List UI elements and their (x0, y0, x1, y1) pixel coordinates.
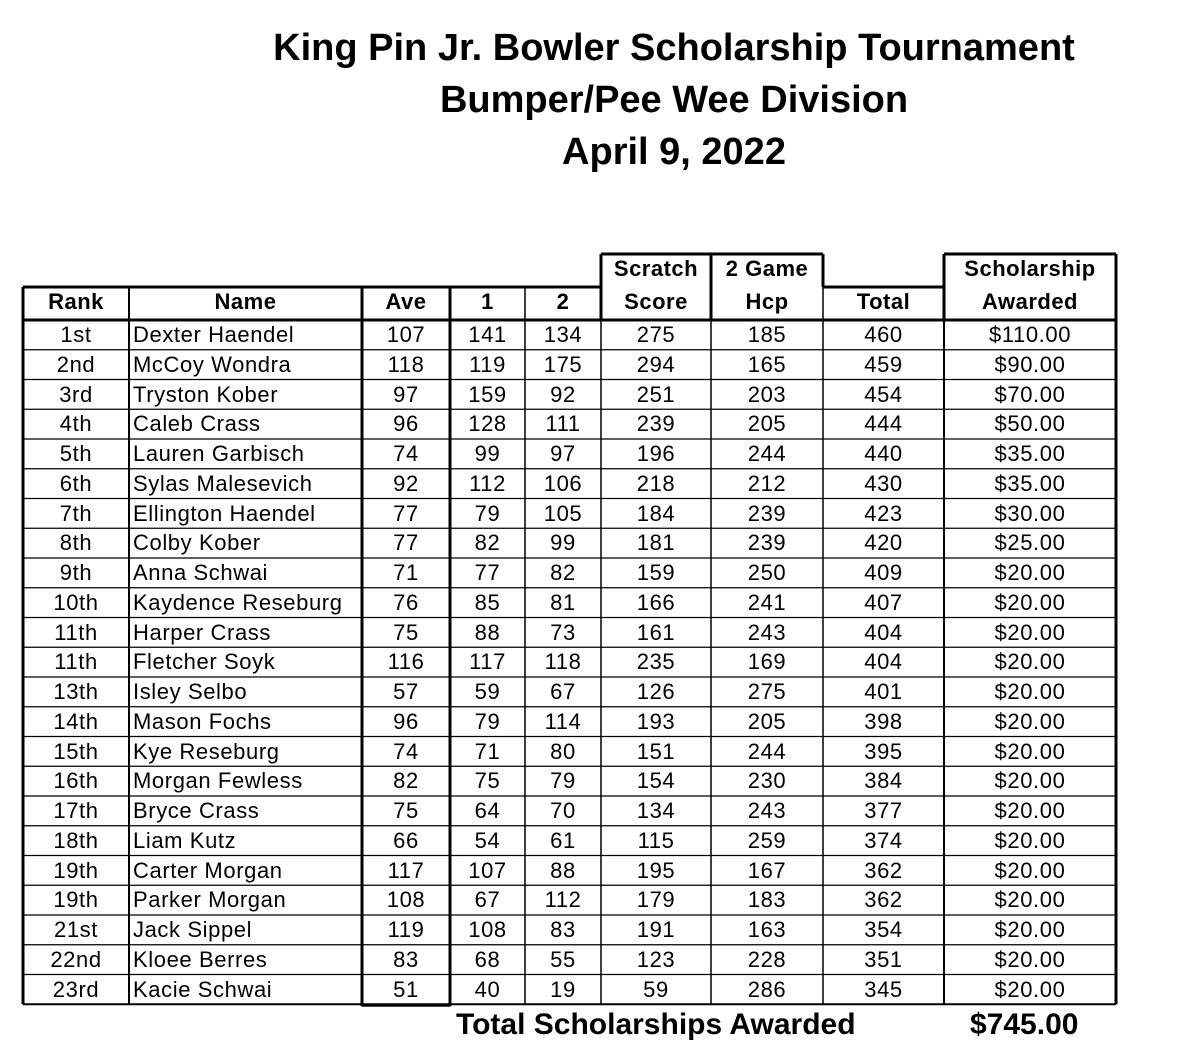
cell-game-1: 159 (468, 381, 507, 407)
cell-hcp: 259 (747, 827, 787, 853)
cell-game-2: 97 (550, 441, 576, 466)
cell-name: Kye Reseburg (133, 738, 280, 764)
header-game-2: 2 (556, 289, 570, 314)
cell-hcp: 228 (747, 946, 787, 972)
cell-game-1: 107 (468, 857, 507, 883)
cell-total: 351 (864, 946, 903, 972)
cell-rank: 11th (54, 619, 98, 645)
cell-hcp: 239 (747, 500, 787, 526)
cell-ave: 51 (393, 976, 419, 1002)
cell-rank: 18th (53, 827, 99, 853)
cell-scratch: 294 (636, 351, 676, 377)
cell-game-1: 64 (474, 798, 501, 823)
cell-scratch: 154 (636, 768, 676, 794)
cell-game-1: 59 (474, 679, 501, 704)
cell-ave: 83 (393, 946, 419, 972)
cell-total: 374 (864, 827, 903, 853)
cell-ave: 57 (393, 679, 419, 704)
header-award-bottom: Awarded (981, 289, 1078, 314)
cell-award: $90.00 (994, 351, 1066, 377)
cell-scratch: 195 (636, 857, 676, 883)
cell-game-2: 111 (545, 411, 581, 437)
cell-award: $35.00 (994, 441, 1066, 466)
cell-hcp: 205 (747, 411, 787, 437)
page-title: King Pin Jr. Bowler Scholarship Tournament (273, 27, 1075, 69)
cell-award: $20.00 (994, 708, 1066, 734)
cell-game-2: 112 (544, 887, 582, 913)
cell-name: Dexter Haendel (133, 322, 295, 347)
cell-game-1: 79 (474, 708, 501, 734)
cell-scratch: 126 (636, 679, 676, 704)
cell-game-1: 108 (468, 917, 507, 942)
cell-game-1: 117 (469, 649, 506, 675)
cell-award: $20.00 (994, 917, 1066, 942)
cell-award: $50.00 (994, 411, 1066, 437)
cell-rank: 2nd (56, 351, 96, 377)
cell-scratch: 193 (636, 708, 676, 734)
cell-game-2: 61 (550, 827, 576, 853)
cell-game-1: 128 (468, 411, 507, 437)
cell-hcp: 212 (747, 470, 787, 496)
cell-hcp: 167 (747, 857, 787, 883)
header-award-top: Scholarship (964, 256, 1096, 281)
cell-ave: 77 (393, 530, 419, 556)
cell-name: Liam Kutz (133, 827, 237, 853)
cell-hcp: 244 (747, 738, 787, 764)
cell-award: $20.00 (994, 798, 1066, 823)
cell-award: $20.00 (994, 976, 1066, 1002)
cell-rank: 13th (53, 679, 99, 704)
cell-game-2: 79 (550, 768, 576, 794)
cell-game-2: 82 (550, 560, 576, 585)
cell-hcp: 275 (747, 679, 787, 704)
header-scratch-top: Scratch (613, 256, 699, 281)
cell-award: $20.00 (994, 589, 1066, 615)
cell-name: Mason Fochs (133, 708, 272, 734)
cell-total: 459 (864, 351, 903, 377)
cell-rank: 21st (54, 917, 98, 942)
cell-total: 362 (864, 887, 903, 913)
cell-ave: 119 (387, 917, 425, 942)
cell-rank: 14th (53, 708, 99, 734)
cell-total: 362 (864, 857, 903, 883)
cell-scratch: 179 (636, 887, 676, 913)
cell-scratch: 184 (636, 500, 676, 526)
cell-award: $20.00 (994, 738, 1066, 764)
cell-scratch: 218 (636, 470, 676, 496)
cell-hcp: 286 (747, 976, 787, 1002)
cell-award: $20.00 (994, 649, 1066, 675)
cell-name: Anna Schwai (133, 560, 269, 585)
cell-rank: 23rd (52, 976, 100, 1002)
header-rank: Rank (48, 289, 104, 314)
cell-hcp: 244 (747, 441, 787, 466)
cell-ave: 82 (393, 768, 419, 794)
cell-hcp: 230 (747, 768, 787, 794)
cell-ave: 96 (393, 411, 419, 437)
cell-name: Morgan Fewless (133, 768, 303, 794)
cell-award: $110.00 (988, 322, 1072, 347)
cell-game-1: 67 (474, 887, 501, 913)
cell-name: McCoy Wondra (133, 351, 292, 377)
cell-ave: 74 (393, 738, 419, 764)
cell-scratch: 59 (643, 976, 669, 1002)
cell-total: 420 (864, 530, 903, 556)
cell-award: $20.00 (994, 827, 1066, 853)
cell-total: 377 (864, 798, 903, 823)
cell-total: 384 (864, 768, 903, 794)
cell-hcp: 205 (747, 708, 787, 734)
cell-award: $20.00 (994, 619, 1066, 645)
cell-ave: 107 (386, 322, 426, 347)
cell-game-1: 82 (474, 530, 501, 556)
header-total: Total (856, 289, 911, 314)
cell-game-1: 75 (474, 768, 501, 794)
cell-scratch: 161 (636, 619, 676, 645)
cell-award: $35.00 (994, 470, 1066, 496)
total-scholarships-label: Total Scholarships Awarded (456, 1008, 856, 1041)
header-ave: Ave (385, 289, 427, 314)
cell-game-1: 54 (474, 827, 501, 853)
division-title: Bumper/Pee Wee Division (439, 79, 909, 121)
cell-scratch: 196 (636, 441, 676, 466)
cell-ave: 76 (393, 589, 419, 615)
cell-game-1: 112 (469, 470, 506, 496)
cell-award: $20.00 (994, 946, 1066, 972)
cell-total: 345 (864, 976, 903, 1002)
header-game-1: 1 (481, 289, 494, 314)
cell-scratch: 151 (636, 738, 676, 764)
cell-award: $20.00 (994, 857, 1066, 883)
header-name: Name (214, 289, 277, 314)
cell-scratch: 115 (637, 827, 675, 853)
cell-game-2: 118 (544, 649, 582, 675)
cell-total: 430 (864, 470, 903, 496)
cell-ave: 77 (393, 500, 419, 526)
cell-ave: 118 (387, 351, 425, 377)
cell-scratch: 235 (636, 649, 676, 675)
cell-name: Fletcher Soyk (133, 649, 276, 675)
header-scratch-bottom: Score (624, 289, 688, 314)
cell-rank: 8th (59, 530, 93, 556)
cell-award: $20.00 (994, 560, 1066, 585)
cell-total: 409 (864, 560, 903, 585)
cell-total: 404 (864, 619, 903, 645)
cell-scratch: 123 (636, 946, 676, 972)
cell-total: 354 (864, 917, 903, 942)
cell-name: Carter Morgan (133, 857, 283, 883)
cell-rank: 16th (53, 768, 99, 794)
cell-award: $20.00 (994, 679, 1066, 704)
cell-ave: 66 (393, 827, 419, 853)
cell-name: Sylas Malesevich (133, 470, 313, 496)
cell-total: 454 (864, 381, 903, 407)
cell-rank: 6th (59, 470, 93, 496)
cell-ave: 108 (386, 887, 426, 913)
cell-rank: 22nd (50, 946, 102, 972)
cell-game-1: 88 (474, 619, 501, 645)
cell-game-2: 83 (550, 917, 576, 942)
cell-game-1: 99 (474, 441, 501, 466)
header-hcp-top: 2 Game (725, 256, 809, 281)
cell-hcp: 163 (747, 917, 787, 942)
cell-rank: 17th (53, 798, 99, 823)
cell-ave: 97 (393, 381, 419, 407)
cell-name: Lauren Garbisch (133, 441, 305, 466)
cell-total: 423 (864, 500, 903, 526)
cell-game-1: 79 (474, 500, 501, 526)
cell-ave: 96 (393, 708, 419, 734)
cell-game-1: 68 (474, 946, 501, 972)
cell-game-1: 77 (474, 560, 501, 585)
cell-game-2: 92 (550, 381, 576, 407)
cell-rank: 19th (53, 857, 99, 883)
cell-rank: 15th (53, 738, 99, 764)
cell-total: 444 (864, 411, 903, 437)
cell-hcp: 185 (747, 322, 787, 347)
cell-scratch: 191 (636, 917, 676, 942)
cell-hcp: 239 (747, 530, 787, 556)
total-scholarships-value: $745.00 (970, 1008, 1079, 1041)
cell-hcp: 250 (747, 560, 787, 585)
cell-rank: 7th (59, 500, 93, 526)
cell-game-2: 55 (550, 946, 576, 972)
cell-scratch: 239 (636, 411, 676, 437)
cell-game-2: 105 (543, 500, 583, 526)
cell-game-1: 119 (469, 351, 506, 377)
cell-game-2: 175 (543, 351, 583, 377)
cell-name: Kaydence Reseburg (133, 589, 343, 615)
cell-ave: 74 (393, 441, 419, 466)
cell-scratch: 181 (636, 530, 676, 556)
cell-ave: 75 (393, 798, 419, 823)
cell-hcp: 203 (747, 381, 787, 407)
header-hcp-bottom: Hcp (745, 289, 789, 314)
cell-hcp: 243 (747, 798, 787, 823)
cell-total: 440 (864, 441, 903, 466)
cell-hcp: 183 (747, 887, 787, 913)
cell-name: Ellington Haendel (133, 500, 316, 526)
cell-hcp: 165 (747, 351, 787, 377)
cell-game-2: 88 (550, 857, 576, 883)
cell-rank: 5th (59, 441, 93, 466)
cell-game-2: 106 (543, 470, 583, 496)
cell-ave: 116 (387, 649, 425, 675)
cell-scratch: 275 (636, 322, 676, 347)
cell-hcp: 243 (747, 619, 787, 645)
cell-total: 401 (864, 679, 903, 704)
cell-name: Harper Crass (133, 619, 272, 645)
cell-rank: 9th (59, 560, 93, 585)
cell-game-2: 70 (550, 798, 576, 823)
cell-game-1: 85 (474, 589, 501, 615)
cell-scratch: 251 (636, 381, 676, 407)
cell-total: 460 (864, 322, 903, 347)
cell-name: Colby Kober (133, 530, 261, 556)
cell-name: Parker Morgan (133, 887, 287, 913)
cell-rank: 4th (59, 411, 93, 437)
cell-game-2: 114 (544, 708, 582, 734)
cell-name: Kloee Berres (133, 946, 268, 972)
cell-award: $25.00 (994, 530, 1066, 556)
date-title: April 9, 2022 (562, 131, 786, 173)
cell-award: $20.00 (994, 768, 1066, 794)
cell-game-2: 134 (543, 322, 583, 347)
cell-award: $70.00 (994, 381, 1066, 407)
cell-game-1: 141 (468, 322, 507, 347)
cell-award: $20.00 (994, 887, 1066, 913)
cell-award: $30.00 (994, 500, 1066, 526)
cell-name: Bryce Crass (133, 798, 260, 823)
cell-ave: 117 (387, 857, 425, 883)
cell-total: 407 (864, 589, 903, 615)
cell-rank: 19th (53, 887, 99, 913)
cell-game-1: 71 (474, 738, 501, 764)
cell-game-2: 67 (550, 679, 576, 704)
cell-ave: 75 (393, 619, 419, 645)
cell-name: Kacie Schwai (133, 976, 273, 1002)
cell-rank: 1st (60, 322, 92, 347)
cell-game-2: 81 (550, 589, 576, 615)
cell-scratch: 166 (636, 589, 676, 615)
cell-game-1: 40 (474, 976, 501, 1002)
cell-hcp: 241 (747, 589, 787, 615)
cell-scratch: 134 (636, 798, 676, 823)
cell-ave: 71 (393, 560, 419, 585)
cell-total: 395 (864, 738, 903, 764)
cell-name: Isley Selbo (133, 679, 248, 704)
cell-game-2: 73 (550, 619, 576, 645)
cell-name: Tryston Kober (133, 381, 279, 407)
cell-game-2: 99 (550, 530, 576, 556)
cell-total: 398 (864, 708, 903, 734)
cell-hcp: 169 (747, 649, 787, 675)
cell-rank: 3rd (59, 381, 93, 407)
cell-rank: 11th (54, 649, 98, 675)
cell-game-2: 19 (550, 976, 576, 1002)
cell-name: Caleb Crass (133, 411, 261, 437)
cell-scratch: 159 (636, 560, 676, 585)
cell-rank: 10th (53, 589, 99, 615)
cell-name: Jack Sippel (133, 917, 253, 942)
cell-game-2: 80 (550, 738, 576, 764)
cell-total: 404 (864, 649, 903, 675)
cell-ave: 92 (393, 470, 419, 496)
